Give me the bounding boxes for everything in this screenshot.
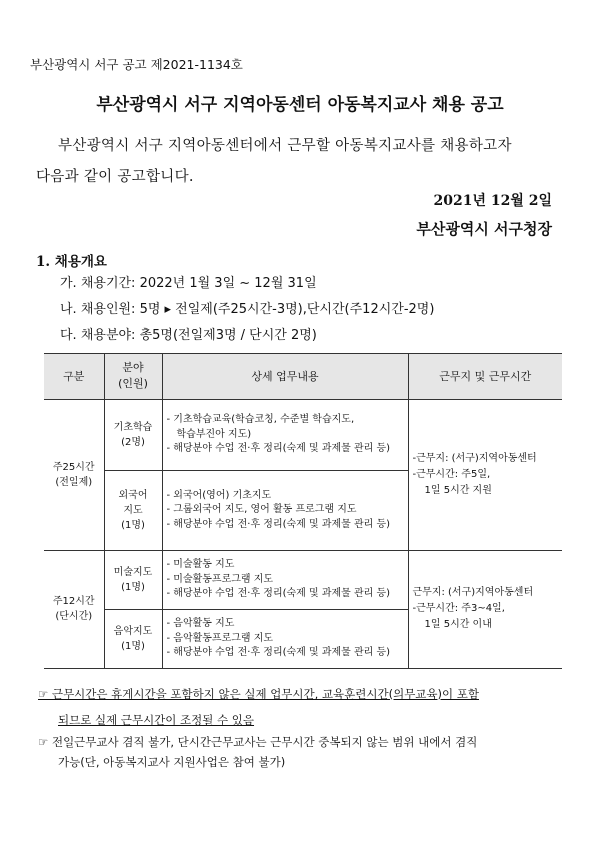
place-fulltime: -근무지: (서구)지역아동센터 -근무시간: 주5일, 1일 5시간 지원 <box>408 399 562 550</box>
note-dual-employment-cont: 가능(단, 아동복지교사 지원사업은 참여 불가) <box>58 755 286 769</box>
intro-line-1: 부산광역시 서구 지역아동센터에서 근무할 아동복지교사를 채용하고자 <box>58 138 512 154</box>
duties-foreign-language: - 외국어(영어) 기초지도 - 그룹외국어 지도, 영어 활동 프로그램 지도 - 해당분야 수업 전·후 정리(숙제 및 과제물 관리 등) <box>162 471 408 551</box>
overview-item-headcount: 나. 채용인원: 5명 ▸ 전일제(주25시간-3명),단시간(주12시간-2명) <box>60 302 435 317</box>
header-field: 분야 (인원) <box>104 354 162 400</box>
category-fulltime: 주25시간 (전일제) <box>44 399 104 550</box>
note-work-hours-cont: 되므로 실제 근무시간이 조정될 수 있음 <box>58 713 255 727</box>
header-category: 구분 <box>44 354 104 400</box>
issuer: 부산광역시 서구청장 <box>416 220 552 238</box>
field-music: 음악지도 (1명) <box>104 609 162 668</box>
category-parttime: 주12시간 (단시간) <box>44 550 104 668</box>
overview-item-fields: 다. 채용분야: 총5명(전일제3명 / 단시간 2명) <box>60 328 317 343</box>
note-dual-employment: ☞ 전일근무교사 겸직 불가, 단시간근무교사는 근무시간 중복되지 않는 범위 내에서 겸직 <box>38 735 478 749</box>
note-work-hours: ☞ 근무시간은 휴게시간을 포함하지 않은 실제 업무시간, 교육훈련시간(의무교육)이 포함 <box>38 687 479 701</box>
notice-date: 2021년 12월 2일 <box>433 193 552 209</box>
overview-item-period: 가. 채용기간: 2022년 1월 3일 ~ 12월 31일 <box>60 276 317 291</box>
duties-basic-study: - 기초학습교육(학습코칭, 수준별 학습지도, 학습부진아 지도) - 해당분야 수업 전·후 정리(숙제 및 과제물 관리 등) <box>162 399 408 470</box>
recruitment-table <box>44 353 562 669</box>
duties-music: - 음악활동 지도 - 음악활동프로그램 지도 - 해당분야 수업 전·후 정리(숙제 및 과제물 관리 등) <box>162 609 408 668</box>
field-basic-study: 기초학습 (2명) <box>104 399 162 470</box>
table-row <box>44 550 562 609</box>
header-duties: 상세 업무내용 <box>162 354 408 400</box>
header-place: 근무지 및 근무시간 <box>408 354 562 400</box>
place-parttime: 근무지: (서구)지역아동센터 -근무시간: 주3~4일, 1일 5시간 이내 <box>408 550 562 668</box>
section-heading: 1. 채용개요 <box>36 254 107 270</box>
notice-number: 부산광역시 서구 공고 제2021-1134호 <box>30 57 243 72</box>
field-art: 미술지도 (1명) <box>104 550 162 609</box>
page-title: 부산광역시 서구 지역아동센터 아동복지교사 채용 공고 <box>96 95 504 115</box>
duties-art: - 미술활동 지도 - 미술활동프로그램 지도 - 해당분야 수업 전·후 정리(숙제 및 과제물 관리 등) <box>162 550 408 609</box>
table-header-row <box>44 354 562 400</box>
table-row <box>44 399 562 470</box>
intro-line-2: 다음과 같이 공고합니다. <box>36 169 194 185</box>
field-foreign-language: 외국어 지도 (1명) <box>104 471 162 551</box>
